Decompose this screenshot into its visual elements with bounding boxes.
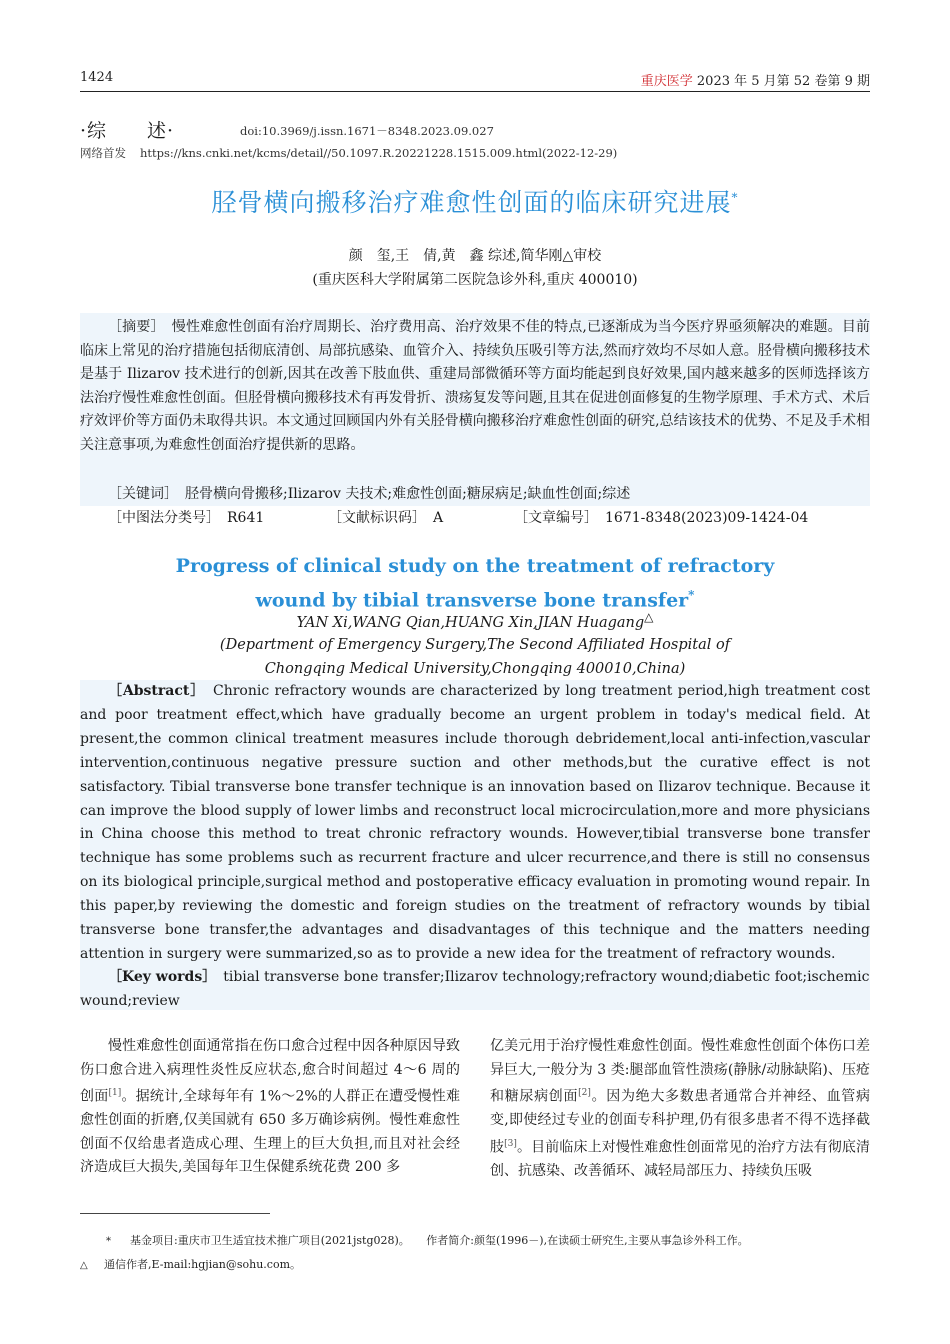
body-left-a: 慢性难愈性创面通常指在伤口愈合过程中因各种原因导致伤口愈合进入病理性炎性反应状态,愈合时间超过 4～6 周的创面: [80, 1038, 460, 1105]
citation-1[interactable]: [1]: [108, 1088, 122, 1098]
authors-en: [0, 610, 950, 631]
online-label: 网络首发: [80, 146, 126, 160]
body-right-a: 亿美元用于治疗慢性难愈性创面。慢性难愈性创面个体伤口差异巨大,一般分为 3 类:腿部血管性溃疡(静脉/动脉缺陷)、压疮和糖尿病创面: [490, 1038, 870, 1105]
keywords-en: [80, 966, 870, 1014]
title-en-line2: wound by tibial transverse bone transfer: [255, 589, 689, 612]
keywords-en-label: ［Key words］: [108, 969, 210, 985]
body-left-b: 。据统计,全球每年有 1%～2%的人群正在遭受慢性难愈性创面的折磨,仅美国就有 650 多万确诊病例。慢性难愈性创面不仅给患者造成心理、生理上的巨大负担,而且对社会经济造成巨大损失,美国每年卫生保健系统花费 200 多: [80, 1088, 461, 1176]
authors-cn: 颜 玺,王 倩,黄 鑫 综述,简华刚△审校: [348, 248, 602, 264]
section-label: ·综 述·: [80, 120, 175, 142]
doi[interactable]: doi:10.3969/j.issn.1671－8348.2023.09.027: [240, 124, 494, 138]
body-right-b: 。因为绝大多数患者通常合并神经、血管病变,即使经过专业的创面专科护理,仍有很多患者不得不选择截肢: [490, 1088, 870, 1156]
abstract-en: [80, 680, 870, 967]
body-column-left: [80, 1035, 460, 1180]
abstract-en-label: ［Abstract］: [108, 683, 199, 699]
footnote-corr-text[interactable]: 通信作者,E-mail:hgjian@sohu.com。: [104, 1258, 302, 1271]
authors-en-text: YAN Xi,WANG Qian,HUANG Xin,JIAN Huagang: [296, 614, 645, 631]
citation-3[interactable]: [3]: [504, 1138, 517, 1149]
journal-name: 重庆医学: [640, 74, 693, 89]
journal-header: [641, 70, 870, 89]
author-en-mark: △: [644, 610, 654, 624]
article-title-en: [0, 552, 950, 615]
clc-number: ［中图法分类号］ R641: [108, 510, 265, 526]
affiliation-en: [0, 633, 950, 681]
abstract-en-text: Chronic refractory wounds are characterized by long treatment period,high treatment cost and poor treatment effect,which have gradually become an urgent problem in today's medical field. At present,the common clinical treatment measures include thorough debridement,local anti-infection,vascular intervention,continuous negative pressure suction and other methods,but the curative effect is not satisfactory. Tibial transverse bone transfer technique is an innovation based on Ilizarov technique. Because it can improve the blood supply of lower limbs and reconstruct local microcirculation,more and more physicians in China choose this method to treat chronic refractory wounds. However,tibial transverse bone transfer technique has some problems such as recurrent fracture and ulcer recurrence,and there is still no consensus on its biological principle,surgical method and postoperative efficacy evaluation in promoting wound repair. In this paper,by reviewing the domestic and foreign studies on the treatment of refractory wounds by tibial transverse bone transfer,the advantages and disadvantages of this technique and the matters needing attention in surgery were summarized,so as to provide a new idea for the treatment of refractory wounds.: [80, 683, 871, 962]
online-url[interactable]: https://kns.cnki.net/kcms/detail//50.1097.R.20221228.1515.009.html(2022-12-29): [140, 146, 618, 160]
footnote-fund: [80, 1232, 749, 1248]
affiliation-cn: (重庆医科大学附属第二医院急诊外科,重庆 400010): [312, 272, 638, 288]
citation-2[interactable]: [2]: [578, 1088, 591, 1098]
page-number: 1424: [80, 70, 114, 85]
title-en-fund-mark: *: [688, 588, 695, 602]
title-en-line1: Progress of clinical study on the treatment of refractory: [175, 555, 775, 577]
document-code: ［文献标识码］ A: [328, 510, 444, 526]
keywords-en-text: tibial transverse bone transfer;Ilizarov technology;refractory wound;diabetic foot;ischemic wound;review: [80, 969, 870, 1009]
article-title-cn: [0, 183, 950, 219]
affiliation-en-line1: (Department of Emergency Surgery,The Second Affiliated Hospital of: [219, 637, 731, 653]
online-first: [80, 145, 617, 161]
keywords-cn: ［关键词］ 胫骨横向骨搬移;Ilizarov 夫技术;难愈性创面;糖尿病足;缺血性创面;综述: [108, 486, 631, 502]
footnote-mark-1: *: [106, 1236, 111, 1247]
abstract-cn: ［摘要］ 慢性难愈性创面有治疗周期长、治疗费用高、治疗效果不佳的特点,已逐渐成为当今医疗界亟须解决的难题。目前临床上常见的治疗措施包括彻底清创、局部抗感染、血管介入、持续负压吸引等方法,然而疗效均不尽如人意。胫骨横向搬移技术是基于 Ilizarov 技术进行的创新,因其在改善下肢血供、重建局部微循环等方面均能起到良好效果,国内越来越多的医师选择该方法治疗慢性难愈性创面。但胫骨横向搬移技术有再发骨折、溃疡复发等问题,且其在促进创面修复的生物学原理、手术方式、术后疗效评价等方面仍未取得共识。本文通过回顾国内外有关胫骨横向搬移治疗难愈性创面的研究,总结该技术的优势、不足及手术相关注意事项,为难愈性创面治疗提供新的思路。: [80, 319, 870, 453]
title-cn-text: 胫骨横向搬移治疗难愈性创面的临床研究进展: [211, 188, 732, 217]
footnote-rule: [80, 1213, 270, 1214]
article-number: ［文章编号］ 1671-8348(2023)09-1424-04: [514, 510, 809, 526]
body-right-c: 。目前临床上对慢性难愈性创面常见的治疗方法有彻底清创、抗感染、改善循环、减轻局部压力、持续负压吸: [490, 1139, 870, 1179]
footnote-mark-2: △: [80, 1260, 88, 1271]
classification-row: [108, 507, 808, 527]
footnote-correspondence: [80, 1256, 301, 1272]
journal-issue: 2023 年 5 月第 52 卷第 9 期: [692, 74, 870, 89]
header-rule: [80, 91, 870, 92]
affiliation-en-line2: Chongqing Medical University,Chongqing 400010,China): [264, 661, 686, 677]
footnote-fund-text: 基金项目:重庆市卫生适宜技术推广项目(2021jstg028)。 作者简介:颜玺(1996－),在读硕士研究生,主要从事急诊外科工作。: [130, 1234, 749, 1247]
title-cn-fund-mark: *: [731, 190, 739, 205]
body-column-right: [490, 1035, 870, 1183]
